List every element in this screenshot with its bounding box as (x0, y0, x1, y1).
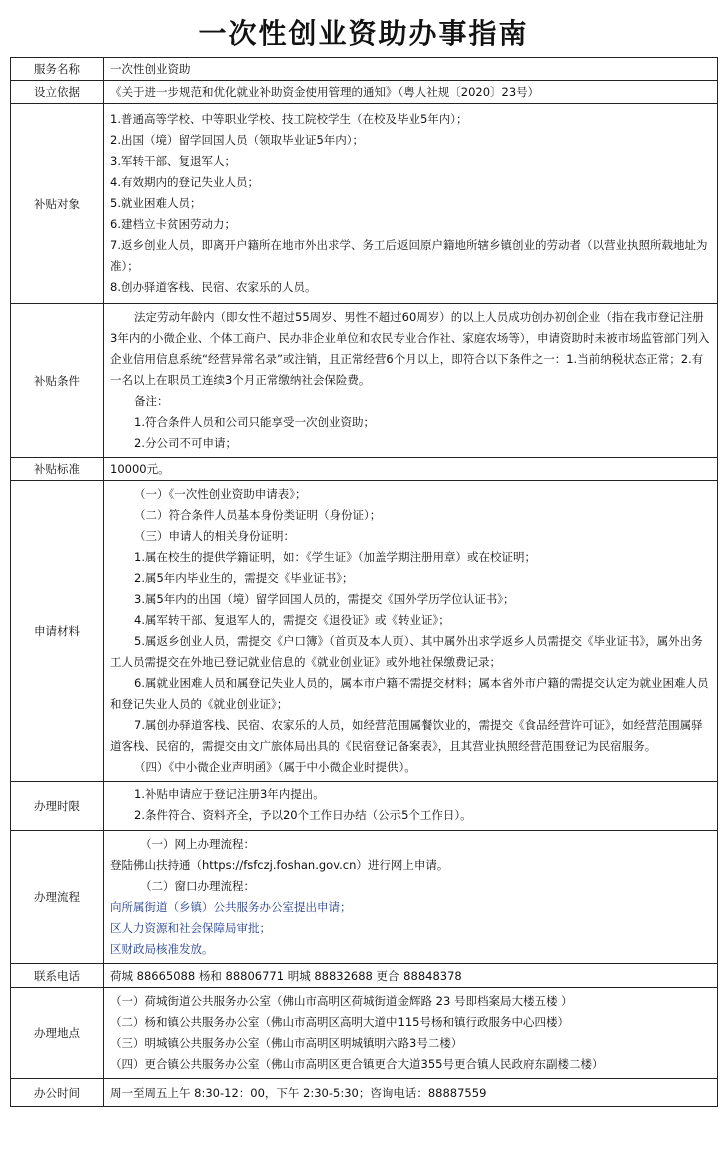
row-label-phone: 联系电话 (11, 964, 104, 988)
list-item: 8.创办驿道客栈、民宿、农家乐的人员。 (110, 280, 317, 294)
table-row (11, 304, 718, 458)
list-item: 2.属5年内毕业生的，需提交《毕业证书》； (134, 571, 354, 585)
list-item: （二）符合条件人员基本身份类证明（身份证）； (134, 508, 382, 522)
row-label-materials: 申请材料 (11, 481, 104, 782)
list-item: 5.属返乡创业人员，需提交《户口簿》（首页及本人页）、其中属外出求学返乡人员需提交《毕业证书》，属外出务工人员需提交在外地已登记就业信息的《就业创业证》或外地社保缴费记录； (110, 634, 703, 669)
table-row (11, 988, 718, 1079)
table-row (11, 831, 718, 964)
table-row (11, 458, 718, 481)
process-content (104, 831, 718, 964)
row-label-office-hours: 办公时间 (11, 1079, 104, 1107)
list-item: 6.建档立卡贫困劳动力； (110, 217, 236, 231)
list-item: 2.条件符合、资料齐全，予以20个工作日办结（公示5个工作日）。 (134, 808, 472, 822)
row-label-basis: 设立依据 (11, 81, 104, 104)
list-item: （三）申请人的相关身份证明： (134, 529, 295, 543)
notes-title: 备注： (134, 394, 169, 408)
locations-list (104, 988, 718, 1079)
conditions-paragraph: 法定劳动年龄内（即女性不超过55周岁、男性不超过60周岁）的以上人员成功创办初创企业（指在我市登记注册3年内的小微企业、个体工商户、民办非企业单位和农民专业合作社、家庭农场等），申请资助时未被市场监管部门列入企业信用信息系统“经营异常名录”或注销，且正常经营6个月以上，即符合以下条件之一：1.当前纳税状态正常；2.有一名以上在职员工连续3个月正常缴纳社会保险费。 (110, 310, 710, 387)
basis-value: 《关于进一步规范和优化就业补助资金使用管理的通知》（粤人社规〔2020〕23号） (104, 81, 718, 104)
process-step: 区人力资源和社会保障局审批； (110, 921, 271, 935)
list-item: 3.属5年内的出国（境）留学回国人员的，需提交《国外学历学位认证书》； (134, 592, 515, 606)
row-label-service-name: 服务名称 (11, 58, 104, 81)
list-item: 7.属创办驿道客栈、民宿、农家乐的人员，如经营范围属餐饮业的，需提交《食品经营许可证》，如经营范围属驿道客栈、民宿的，需提交由文广旅体局出具的《民宿登记备案表》，且其营业执照经营范围登记为民宿服务。 (110, 718, 703, 753)
targets-list (104, 104, 718, 304)
row-label-time-limit: 办理时限 (11, 782, 104, 831)
process-step: 区财政局核准发放。 (110, 942, 214, 956)
table-row (11, 81, 718, 104)
list-item: （三）明城镇公共服务办公室（佛山市高明区明城镇明六路3号二楼） (110, 1036, 463, 1050)
phone-value: 荷城 88665088 杨和 88806771 明城 88832688 更合 88848378 (104, 964, 718, 988)
list-item: 2.出国（境）留学回国人员（领取毕业证5年内）； (110, 133, 365, 147)
list-item: 5.就业困难人员； (110, 196, 202, 210)
list-item: 1.补贴申请应于登记注册3年内提出。 (134, 787, 325, 801)
online-process-title: （一）网上办理流程： (140, 837, 255, 851)
list-item: 3.军转干部、复退军人； (110, 154, 236, 168)
window-process-title: （二）窗口办理流程： (140, 879, 255, 893)
service-name-value: 一次性创业资助 (104, 58, 718, 81)
list-item: 7.返乡创业人员，即离开户籍所在地市外出求学、务工后返回原户籍地所辖乡镇创业的劳动者（以营业执照所载地址为准）； (110, 238, 708, 273)
table-row (11, 104, 718, 304)
row-label-targets: 补贴对象 (11, 104, 104, 304)
table-row (11, 964, 718, 988)
row-label-process: 办理流程 (11, 831, 104, 964)
online-process-desc: 登陆佛山扶持通（https://fsfczj.foshan.gov.cn）进行网上申请。 (110, 858, 449, 872)
list-item: （二）杨和镇公共服务办公室（佛山市高明区高明大道中115号杨和镇行政服务中心四楼） (110, 1015, 569, 1029)
list-item: （一）《一次性创业资助申请表》； (134, 487, 307, 501)
row-label-conditions: 补贴条件 (11, 304, 104, 458)
list-item: （四）《中小微企业声明函》（属于中小微企业时提供）。 (134, 760, 416, 774)
list-item: 6.属就业困难人员和属登记失业人员的，属本市户籍不需提交材料；属本省外市户籍的需提交认定为就业困难人员和登记失业人员的《就业创业证》； (110, 676, 709, 711)
materials-list (104, 481, 718, 782)
guide-table (10, 57, 718, 1107)
process-step: 向所属街道（乡镇）公共服务办公室提出申请； (110, 900, 352, 914)
page-title: 一次性创业资助办事指南 (198, 17, 529, 50)
list-item: 1.属在校生的提供学籍证明，如：《学生证》（加盖学期注册用章）或在校证明； (134, 550, 536, 564)
standard-value: 10000元。 (104, 458, 718, 481)
row-label-standard: 补贴标准 (11, 458, 104, 481)
list-item: 4.属军转干部、复退军人的，需提交《退役证》或《转业证》； (134, 613, 450, 627)
list-item: （四）更合镇公共服务办公室（佛山市高明区更合镇更合大道355号更合镇人民政府东副楼二楼） (110, 1057, 604, 1071)
time-limit-list (104, 782, 718, 831)
list-item: 1.符合条件人员和公司只能享受一次创业资助； (134, 415, 375, 429)
row-label-locations: 办理地点 (11, 988, 104, 1079)
table-row (11, 58, 718, 81)
table-row (11, 782, 718, 831)
table-row (11, 1079, 718, 1107)
list-item: 4.有效期内的登记失业人员； (110, 175, 259, 189)
table-row (11, 481, 718, 782)
list-item: （一）荷城街道公共服务办公室（佛山市高明区荷城街道金辉路 23 号即档案局大楼五楼 ） (110, 994, 573, 1008)
office-hours-value: 周一至周五上午 8:30-12：00，下午 2:30-5:30；咨询电话：88887559 (104, 1079, 718, 1107)
conditions-content (104, 304, 718, 458)
list-item: 1.普通高等学校、中等职业学校、技工院校学生（在校及毕业5年内）； (110, 112, 468, 126)
list-item: 2.分公司不可申请； (134, 436, 237, 450)
